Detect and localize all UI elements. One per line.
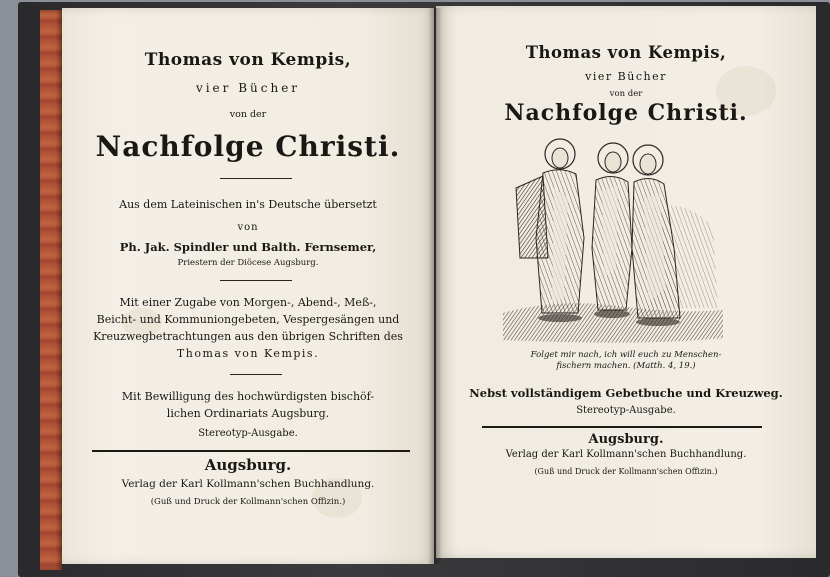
- right-edition: Stereotyp-Ausgabe.: [576, 405, 676, 416]
- right-city: Augsburg.: [588, 432, 664, 447]
- right-frontispiece-page: [436, 6, 816, 558]
- addition-line: Mit einer Zugabe von Morgen-, Abend-, Meß-,: [119, 296, 377, 309]
- right-supplement: Nebst vollständigem Gebetbuche und Kreuzweg.: [469, 386, 783, 400]
- right-author: Thomas von Kempis,: [525, 43, 727, 62]
- left-subtitle-line2: von der: [229, 109, 267, 120]
- addition-line: Kreuzwegbetrachtungen aus den übrigen Schriften des: [93, 330, 403, 343]
- left-edition: Stereotyp-Ausgabe.: [198, 428, 298, 439]
- right-printer: (Guß und Druck der Kollmann'schen Offizin.): [534, 467, 718, 476]
- left-divider-3: [230, 374, 282, 375]
- approval-line: Mit Bewilligung des hochwürdigsten bischöf-: [121, 390, 375, 403]
- addition-line: Thomas von Kempis.: [176, 347, 320, 360]
- left-divider-4: [92, 450, 410, 452]
- left-approval: [82, 388, 414, 422]
- illustration-caption-line1: Folget mir nach, ich will euch zu Menschen-: [530, 350, 722, 360]
- engraving-illustration: [498, 128, 728, 353]
- illustration-caption-line2: fischern machen. (Matth. 4, 19.): [556, 361, 696, 371]
- left-publisher: Verlag der Karl Kollmann'schen Buchhandlung.: [121, 478, 375, 490]
- left-translators-note: Priestern der Diöcese Augsburg.: [177, 258, 319, 268]
- right-subtitle-line2: von der: [609, 89, 643, 99]
- marbled-spine-edge: [40, 10, 62, 570]
- approval-line: lichen Ordinariats Augsburg.: [166, 407, 330, 420]
- left-printer: (Guß und Druck der Kollmann'schen Offizin.): [150, 497, 346, 507]
- left-title: Nachfolge Christi.: [95, 130, 401, 163]
- left-addition: [82, 294, 414, 362]
- left-subtitle-line1: vier Bücher: [195, 81, 301, 95]
- right-title: Nachfolge Christi.: [504, 100, 748, 126]
- right-divider: [482, 426, 762, 428]
- left-translated: Aus dem Lateinischen in's Deutsche übersetzt: [119, 198, 377, 211]
- left-city: Augsburg.: [204, 456, 292, 474]
- left-translators: Ph. Jak. Spindler und Balth. Fernsemer,: [119, 240, 377, 254]
- left-divider-2: [220, 280, 292, 281]
- left-author: Thomas von Kempis,: [144, 50, 352, 70]
- left-divider-1: [220, 178, 292, 179]
- left-title-page: [62, 8, 434, 564]
- left-by: von: [237, 222, 259, 233]
- addition-line: Beicht- und Kommuniongebeten, Vespergesängen und: [96, 313, 400, 326]
- right-publisher: Verlag der Karl Kollmann'schen Buchhandlung.: [505, 449, 747, 460]
- right-subtitle-line1: vier Bücher: [585, 70, 667, 83]
